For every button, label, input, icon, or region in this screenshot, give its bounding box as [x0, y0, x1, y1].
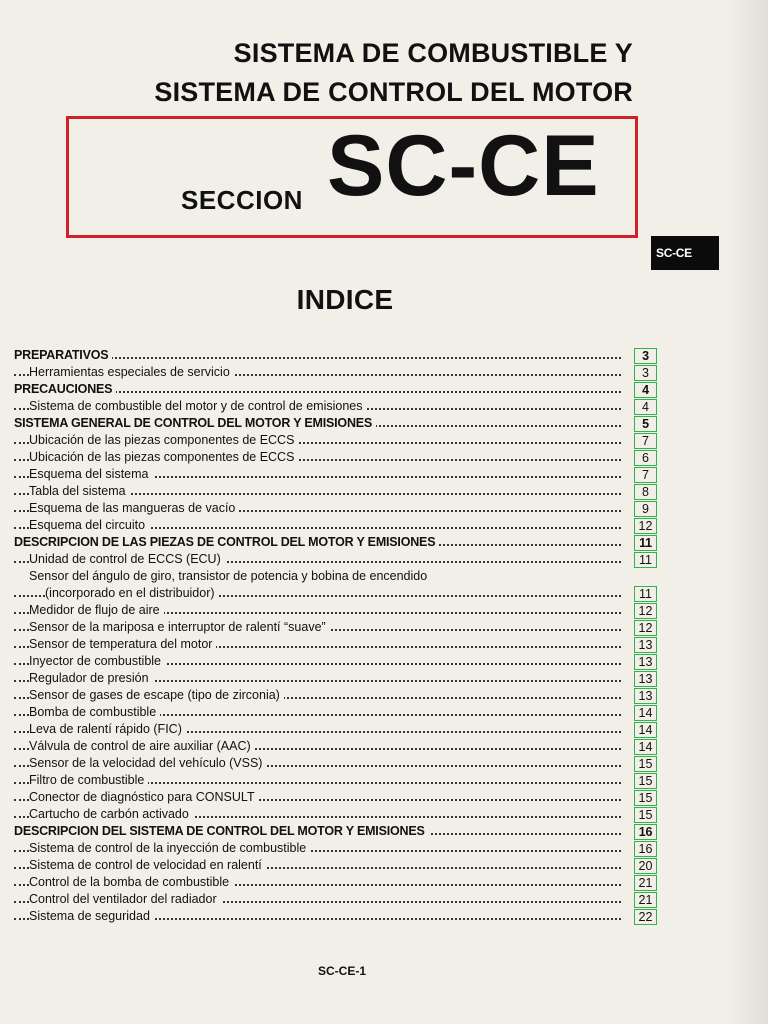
toc-page-link[interactable]: 6 [634, 450, 657, 466]
toc-entry-label: Control del ventilador del radiador [29, 892, 221, 906]
toc-page-link[interactable]: 11 [634, 552, 657, 568]
toc-page-link[interactable]: 15 [634, 790, 657, 806]
toc-entry-row[interactable] [14, 908, 657, 925]
toc-entry-row[interactable] [14, 568, 657, 585]
toc-entry-label: Tabla del sistema [29, 484, 130, 498]
section-code: SC-CE [327, 118, 600, 214]
toc-entry-label: Sensor de temperatura del motor [29, 637, 216, 651]
toc-page-link[interactable]: 15 [634, 756, 657, 772]
toc-entry-label: Esquema del sistema [29, 467, 153, 481]
section-label: SECCION [181, 185, 303, 215]
toc-entry-label: Inyector de combustible [29, 654, 165, 668]
toc-page-link[interactable]: 13 [634, 688, 657, 704]
toc-entry-label: Ubicación de las piezas componentes de ECCS [29, 433, 298, 447]
toc-entry-row[interactable] [14, 551, 657, 568]
toc-entry-row[interactable] [14, 891, 657, 908]
toc-entry-label: Unidad de control de ECCS (ECU) [29, 552, 225, 566]
toc-page-link[interactable]: 3 [634, 348, 657, 364]
toc-page-link[interactable]: 12 [634, 620, 657, 636]
toc-entry-row[interactable] [14, 619, 657, 636]
toc-entry-label: PREPARATIVOS [14, 348, 112, 362]
toc-page-link[interactable]: 4 [634, 382, 657, 398]
toc-page-link[interactable]: 21 [634, 875, 657, 891]
toc-entry-label: Conector de diagnóstico para CONSULT [29, 790, 259, 804]
document-title-line-2: SISTEMA DE CONTROL DEL MOTOR [154, 77, 633, 107]
toc-page-link[interactable]: 5 [634, 416, 657, 432]
table-of-contents [14, 347, 657, 925]
toc-page-link[interactable]: 13 [634, 654, 657, 670]
toc-entry-label: PRECAUCIONES [14, 382, 116, 396]
toc-heading-row[interactable] [14, 823, 657, 840]
toc-page-link[interactable]: 14 [634, 739, 657, 755]
toc-entry-label: SISTEMA GENERAL DE CONTROL DEL MOTOR Y EMISIONES [14, 416, 376, 430]
toc-entry-label: Sistema de control de velocidad en ralentí [29, 858, 266, 872]
page-number-footer: SC-CE-1 [317, 964, 366, 978]
toc-entry-row[interactable] [14, 772, 657, 789]
document-title-line-1: SISTEMA DE COMBUSTIBLE Y [233, 38, 633, 68]
toc-entry-row[interactable] [14, 840, 657, 857]
toc-heading-row[interactable] [14, 347, 657, 364]
toc-entry-row[interactable] [14, 585, 657, 602]
toc-entry-row[interactable] [14, 806, 657, 823]
page-edge-shadow [728, 0, 768, 1024]
toc-entry-row[interactable] [14, 432, 657, 449]
toc-page-link[interactable]: 14 [634, 722, 657, 738]
toc-entry-row[interactable] [14, 704, 657, 721]
toc-entry-label: Sensor de la mariposa e interruptor de ralentí “suave” [29, 620, 330, 634]
toc-entry-label: Regulador de presión [29, 671, 153, 685]
toc-entry-label: Sistema de seguridad [29, 909, 154, 923]
toc-entry-label: Sensor del ángulo de giro, transistor de potencia y bobina de encendido [29, 569, 431, 583]
toc-page-link[interactable]: 13 [634, 637, 657, 653]
toc-heading-row[interactable] [14, 381, 657, 398]
toc-entry-row[interactable] [14, 449, 657, 466]
toc-page-link[interactable]: 4 [634, 399, 657, 415]
toc-entry-label: Sensor de gases de escape (tipo de zirconia) [29, 688, 284, 702]
toc-page-link[interactable]: 11 [634, 586, 657, 602]
toc-heading-row[interactable] [14, 415, 657, 432]
index-heading: INDICE [296, 284, 394, 315]
toc-entry-label: DESCRIPCION DE LAS PIEZAS DE CONTROL DEL MOTOR Y EMISIONES [14, 535, 439, 549]
toc-entry-row[interactable] [14, 602, 657, 619]
toc-entry-label: Sensor de la velocidad del vehículo (VSS) [29, 756, 266, 770]
toc-page-link[interactable]: 16 [634, 824, 657, 840]
toc-entry-row[interactable] [14, 874, 657, 891]
toc-heading-row[interactable] [14, 534, 657, 551]
toc-entry-row[interactable] [14, 670, 657, 687]
toc-entry-row[interactable] [14, 466, 657, 483]
section-banner [66, 116, 638, 238]
toc-page-link[interactable]: 15 [634, 773, 657, 789]
toc-entry-label: Esquema de las mangueras de vacío [29, 501, 239, 515]
toc-entry-row[interactable] [14, 653, 657, 670]
toc-entry-row[interactable] [14, 687, 657, 704]
toc-page-link[interactable]: 20 [634, 858, 657, 874]
toc-page-link[interactable]: 3 [634, 365, 657, 381]
toc-page-link[interactable]: 13 [634, 671, 657, 687]
toc-page-link[interactable]: 14 [634, 705, 657, 721]
toc-entry-label: Sistema de combustible del motor y de control de emisiones [29, 399, 367, 413]
toc-entry-label: Herramientas especiales de servicio [29, 365, 234, 379]
toc-page-link[interactable]: 7 [634, 467, 657, 483]
toc-entry-row[interactable] [14, 517, 657, 534]
toc-page-link[interactable]: 9 [634, 501, 657, 517]
toc-entry-label: Filtro de combustible [29, 773, 148, 787]
toc-entry-label: Esquema del circuito [29, 518, 149, 532]
toc-entry-row[interactable] [14, 789, 657, 806]
toc-entry-label: Bomba de combustible [29, 705, 160, 719]
toc-entry-row[interactable] [14, 857, 657, 874]
toc-entry-label: Ubicación de las piezas componentes de ECCS [29, 450, 298, 464]
toc-entry-row[interactable] [14, 483, 657, 500]
toc-page-link[interactable]: 16 [634, 841, 657, 857]
toc-entry-label: (incorporado en el distribuidor) [45, 586, 219, 600]
toc-page-link[interactable]: 7 [634, 433, 657, 449]
toc-page-link[interactable]: 8 [634, 484, 657, 500]
toc-entry-row[interactable] [14, 755, 657, 772]
toc-entry-row[interactable] [14, 636, 657, 653]
toc-page-link[interactable]: 15 [634, 807, 657, 823]
toc-entry-label: DESCRIPCION DEL SISTEMA DE CONTROL DEL MOTOR Y EMISIONES [14, 824, 429, 838]
toc-entry-label: Válvula de control de aire auxiliar (AAC) [29, 739, 255, 753]
toc-entry-label: Cartucho de carbón activado [29, 807, 193, 821]
toc-page-link[interactable]: 11 [634, 535, 657, 551]
toc-page-link[interactable]: 22 [634, 909, 657, 925]
toc-entry-row[interactable] [14, 398, 657, 415]
toc-entry-row[interactable] [14, 721, 657, 738]
toc-entry-label: Sistema de control de la inyección de combustible [29, 841, 310, 855]
toc-page-link[interactable]: 12 [634, 603, 657, 619]
toc-entry-label: Medidor de flujo de aire [29, 603, 164, 617]
toc-entry-row[interactable] [14, 500, 657, 517]
section-side-tab[interactable]: SC-CE [651, 236, 719, 270]
toc-entry-label: Control de la bomba de combustible [29, 875, 233, 889]
toc-entry-label: Leva de ralentí rápido (FIC) [29, 722, 186, 736]
toc-entry-row[interactable] [14, 364, 657, 381]
toc-page-link[interactable]: 12 [634, 518, 657, 534]
toc-entry-row[interactable] [14, 738, 657, 755]
toc-page-link[interactable]: 21 [634, 892, 657, 908]
